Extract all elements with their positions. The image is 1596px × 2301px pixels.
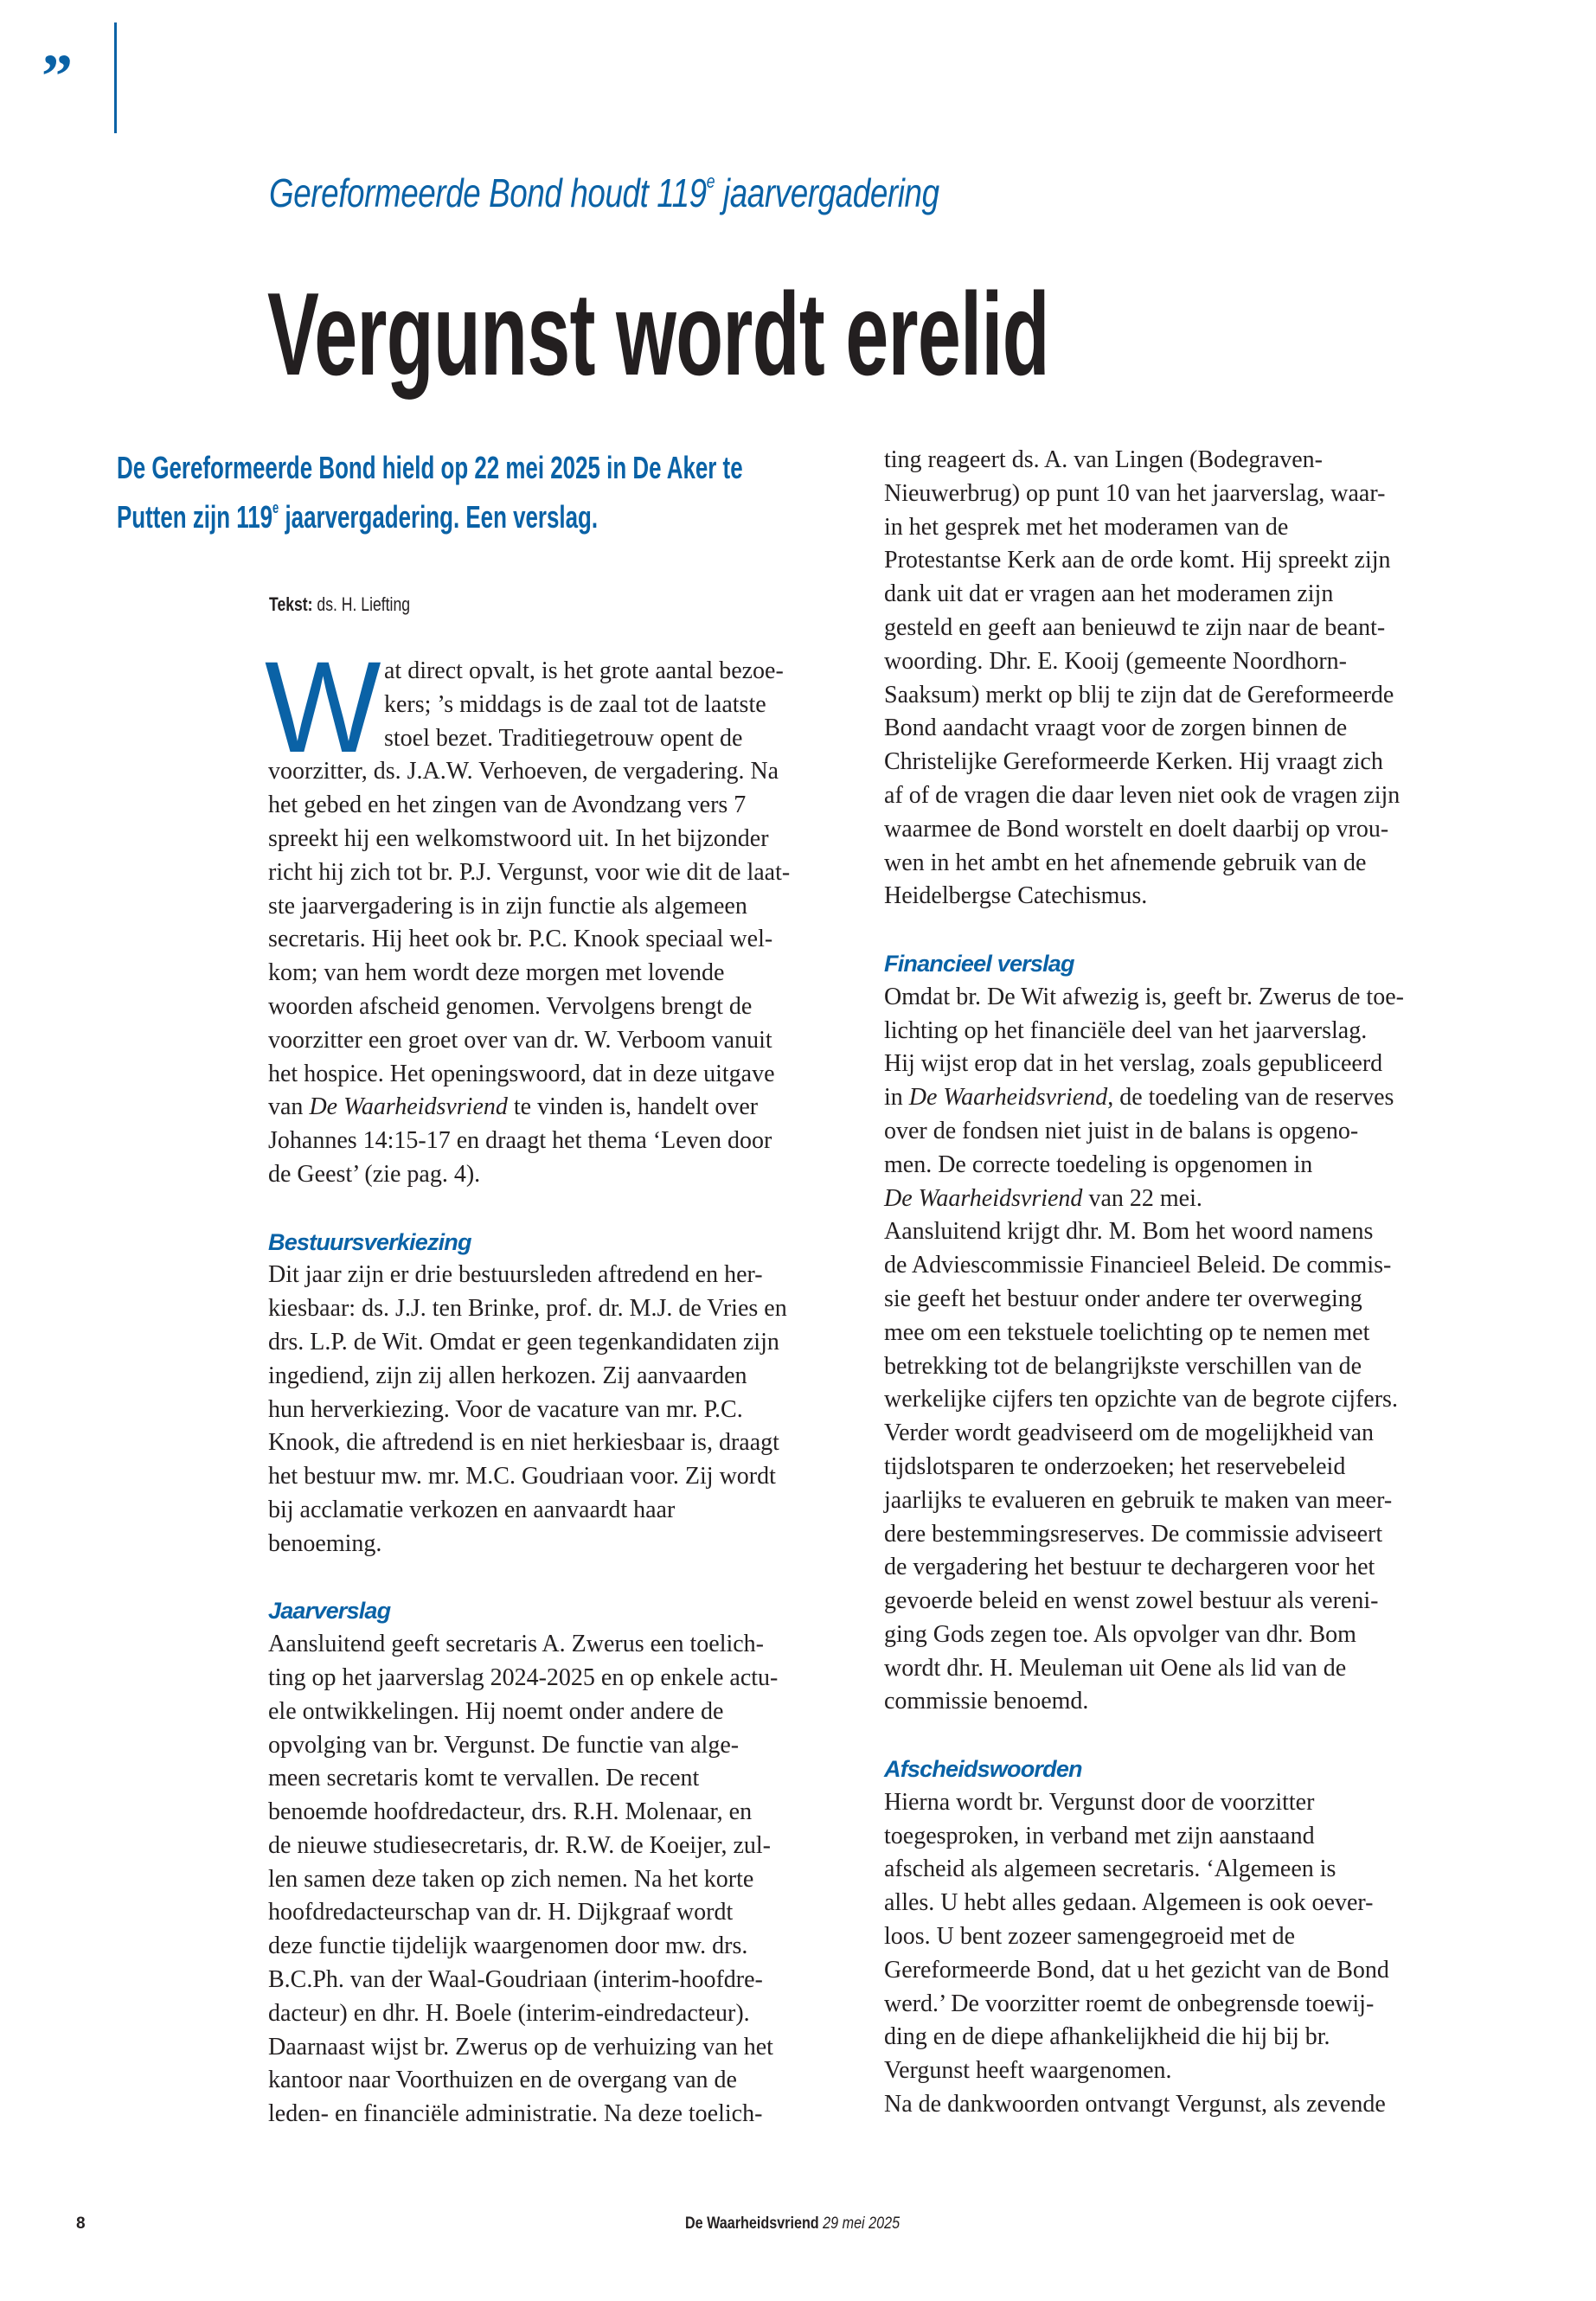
- text-line: ting op het jaarverslag 2024-2025 en op enkele actu-: [268, 1663, 779, 1691]
- text-line: [884, 1081, 1472, 1115]
- text-line: de Adviescommissie Financieel Beleid. De commis-: [884, 1252, 1392, 1279]
- kicker-text: Gereformeerde Bond houdt 119: [269, 170, 707, 215]
- text-line: stoel bezet. Traditiegetrouw opent de: [384, 724, 743, 752]
- text-segment: te vinden is, handelt over: [507, 1093, 759, 1121]
- lead-paragraph: [117, 443, 743, 542]
- text-line: afscheid als algemeen secretaris. ‘Algemeen is: [884, 1856, 1336, 1883]
- text-line: mee om een tekstuele toelichting op te nemen met: [884, 1318, 1370, 1346]
- text-line: gesteld en geeft aan benieuwd te zijn naar de beant-: [884, 613, 1386, 641]
- text-line: lichting op het financiële deel van het jaarverslag.: [884, 1016, 1368, 1044]
- footer-publication: [685, 2214, 900, 2234]
- text-line: wordt dhr. H. Meuleman uit Oene als lid van de: [884, 1654, 1347, 1682]
- text-line: ste jaarvergadering is in zijn functie als algemeen: [268, 892, 747, 920]
- text-line: ting reageert ds. A. van Lingen (Bodegraven-: [884, 446, 1323, 473]
- text-line: commissie benoemd.: [884, 1688, 1089, 1715]
- text-line: Nieuwerbrug) op punt 10 van het jaarverslag, waar-: [884, 479, 1386, 507]
- page-title: Vergunst wordt erelid: [267, 268, 1049, 400]
- text-line: Bond aandacht vraagt voor de zorgen binnen de: [884, 715, 1348, 742]
- text-line: meen secretaris komt te vervallen. De recent: [268, 1765, 700, 1792]
- text-line: ele ontwikkelingen. Hij noemt onder andere de: [268, 1697, 724, 1725]
- text-segment: van 22 mei.: [1082, 1184, 1202, 1212]
- text-line: dacteur) en dhr. H. Boele (interim-eindredacteur).: [268, 1999, 750, 2027]
- text-line: secretaris. Hij heet ook br. P.C. Knook speciaal wel-: [268, 926, 773, 953]
- text-line: benoemde hoofdredacteur, drs. R.H. Molenaar, en: [268, 1798, 753, 1826]
- text-line: Protestantse Kerk aan de orde komt. Hij spreekt zijn: [884, 547, 1391, 574]
- lead-superscript: e: [272, 499, 279, 516]
- text-line: de vergadering het bestuur te dechargeren voor het: [884, 1554, 1375, 1581]
- quote-mark-icon: ”: [42, 42, 73, 111]
- text-line: Johannes 14:15-17 en draagt het thema ‘Leven door: [268, 1127, 772, 1155]
- kicker-superscript: e: [706, 170, 715, 192]
- text-line: kom; van hem wordt deze morgen met lovende: [268, 959, 725, 987]
- text-line: wen in het ambt en het afnemende gebruik van de: [884, 849, 1367, 876]
- text-line: toegesproken, in verband met zijn aanstaand: [884, 1822, 1315, 1849]
- text-line: woording. Dhr. E. Kooij (gemeente Noordhorn-: [884, 647, 1347, 675]
- byline-author: ds. H. Liefting: [312, 593, 411, 615]
- text-line: bij acclamatie verkozen en aanvaardt haar: [268, 1496, 676, 1523]
- text-line: Knook, die aftredend is en niet herkiesbaar is, draagt: [268, 1429, 779, 1457]
- text-line: sie geeft het bestuur onder andere ter overweging: [884, 1285, 1362, 1312]
- text-line: Dit jaar zijn er drie bestuursleden aftredend en her-: [268, 1261, 763, 1289]
- text-line: kiesbaar: ds. J.J. ten Brinke, prof. dr. M.J. de Vries en: [268, 1295, 787, 1323]
- kicker-subtitle: [269, 170, 939, 216]
- publication-title-italic: De Waarheidsvriend: [908, 1084, 1108, 1112]
- publication-title-italic: De Waarheidsvriend: [309, 1093, 508, 1121]
- publication-name: De Waarheidsvriend: [685, 2214, 819, 2233]
- text-line: het hospice. Het openingswoord, dat in deze uitgave: [268, 1060, 775, 1087]
- publication-title-italic: De Waarheidsvriend: [884, 1184, 1083, 1212]
- article-paragraph: [884, 1786, 1472, 2122]
- text-line: Hij wijst erop dat in het verslag, zoals gepubliceerd: [884, 1050, 1383, 1078]
- text-line: het gebed en het zingen van de Avondzang vers 7: [268, 792, 747, 819]
- text-line: gevoerde beleid en wenst zowel bestuur als vereni-: [884, 1587, 1379, 1615]
- text-line: ding en de diepe afhankelijkheid die hij bij br.: [884, 2023, 1330, 2051]
- text-line: drs. L.P. de Wit. Omdat er geen tegenkandidaten zijn: [268, 1328, 779, 1356]
- article-column-left: [265, 634, 856, 2131]
- article-paragraph: [884, 981, 1472, 1720]
- text-line: Verder wordt geadviseerd om de mogelijkheid van: [884, 1420, 1375, 1447]
- text-line: loos. U bent zozeer samengegroeid met de: [884, 1923, 1296, 1951]
- text-line: deze functie tijdelijk waargenomen door mw. drs.: [268, 1932, 748, 1960]
- byline: [269, 593, 410, 616]
- text-line: dere bestemmingsreserves. De commissie adviseert: [884, 1520, 1383, 1548]
- text-line: werd.’ De voorzitter roemt de onbegrensde toewij-: [884, 1990, 1375, 2017]
- section-heading: Financieel verslag: [884, 950, 1074, 977]
- lead-line-1: De Gereformeerde Bond hield op 22 mei 2025 in De Aker te: [117, 450, 743, 485]
- drop-cap-letter: W: [265, 634, 381, 779]
- text-line: over de fondsen niet juist in de balans is opgeno-: [884, 1117, 1359, 1144]
- text-line: opvolging van br. Vergunst. De functie van alge-: [268, 1731, 740, 1759]
- publication-date: 29 mei 2025: [818, 2214, 901, 2233]
- text-line: betrekking tot de belangrijkste verschillen van de: [884, 1352, 1362, 1380]
- byline-label: Tekst:: [269, 593, 313, 615]
- text-line: de Geest’ (zie pag. 4).: [268, 1160, 481, 1188]
- article-paragraph: [268, 1628, 856, 2131]
- text-line: voorzitter een groet over van dr. W. Verboom vanuit: [268, 1026, 772, 1054]
- lead-line-2: [117, 499, 598, 535]
- text-line: tijdslotsparen te onderzoeken; het reservebeleid: [884, 1452, 1346, 1480]
- paragraph-spacer: [884, 913, 1472, 947]
- text-line: Gereformeerde Bond, dat u het gezicht van de Bond: [884, 1956, 1389, 1984]
- text-line: Hierna wordt br. Vergunst door de voorzitter: [884, 1788, 1315, 1816]
- text-line: Aansluitend krijgt dhr. M. Bom het woord namens: [884, 1218, 1374, 1246]
- text-line: len samen deze taken op zich nemen. Na het korte: [268, 1865, 754, 1893]
- text-line: Aansluitend geeft secretaris A. Zwerus een toelich-: [268, 1631, 765, 1658]
- text-line: voorzitter, ds. J.A.W. Verhoeven, de vergadering. Na: [268, 758, 779, 785]
- text-segment: , de toedeling van de reserves: [1107, 1084, 1394, 1112]
- paragraph-spacer: [884, 1719, 1472, 1753]
- text-line: dank uit dat er vragen aan het moderamen zijn: [884, 580, 1334, 608]
- page-number: 8: [76, 2214, 86, 2233]
- text-line: ging Gods zegen toe. Als opvolger van dhr. Bom: [884, 1620, 1356, 1648]
- section-heading: Bestuursverkiezing: [268, 1228, 471, 1255]
- text-line: men. De correcte toedeling is opgenomen in: [884, 1150, 1313, 1178]
- text-segment: van: [268, 1093, 310, 1121]
- text-line: alles. U hebt alles gedaan. Algemeen is ook oever-: [884, 1889, 1374, 1917]
- text-line: Vergunst heeft waargenomen.: [884, 2057, 1172, 2085]
- text-line: [268, 1091, 856, 1125]
- section-heading: Jaarverslag: [268, 1598, 391, 1625]
- text-line: kers; ’s middags is de zaal tot de laatste: [384, 690, 766, 718]
- text-line: de nieuwe studiesecretaris, dr. R.W. de Koeijer, zul-: [268, 1831, 771, 1859]
- section-divider-line: [114, 22, 117, 133]
- text-line: Christelijke Gereformeerde Kerken. Hij vraagt zich: [884, 748, 1383, 776]
- paragraph-spacer: [268, 1192, 856, 1226]
- text-line: leden- en financiële administratie. Na deze toelich-: [268, 2100, 763, 2128]
- text-segment: in: [884, 1084, 909, 1112]
- text-line: benoeming.: [268, 1529, 382, 1557]
- text-line: Daarnaast wijst br. Zwerus op de verhuizing van het: [268, 2033, 773, 2061]
- text-line: [884, 1183, 1472, 1216]
- text-line: werkelijke cijfers ten opzichte van de begrote cijfers.: [884, 1386, 1398, 1413]
- article-paragraph: [268, 1259, 856, 1561]
- lead-text: Putten zijn 119: [117, 499, 273, 535]
- text-line: Saaksum) merkt op blij te zijn dat de Gereformeerde: [884, 681, 1394, 708]
- text-line: richt hij zich tot br. P.J. Vergunst, voor wie dit de laat-: [268, 858, 791, 886]
- section-heading: Afscheidswoorden: [884, 1756, 1082, 1783]
- kicker-text-end: jaarvergadering: [715, 170, 939, 215]
- text-line: kantoor naar Voorthuizen en de overgang van de: [268, 2067, 737, 2094]
- text-line: af of de vragen die daar leven niet ook de vragen zijn: [884, 781, 1401, 809]
- text-line: Heidelbergse Catechismus.: [884, 882, 1148, 910]
- text-line: waarmee de Bond worstelt en doelt daarbij op vrou-: [884, 815, 1389, 843]
- text-line: Omdat br. De Wit afwezig is, geeft br. Zwerus de toe-: [884, 983, 1404, 1010]
- article-column-right: [884, 444, 1472, 2122]
- text-line: ingediend, zijn zij allen herkozen. Zij aanvaarden: [268, 1362, 747, 1389]
- article-paragraph: [884, 444, 1472, 913]
- text-line: B.C.Ph. van der Waal-Goudriaan (interim-hoofdre-: [268, 1966, 763, 1994]
- text-line: at direct opvalt, is het grote aantal bezoe-: [384, 657, 784, 684]
- text-line: in het gesprek met het moderamen van de: [884, 513, 1289, 541]
- text-line: woorden afscheid genomen. Vervolgens brengt de: [268, 992, 753, 1020]
- paragraph-spacer: [268, 1561, 856, 1595]
- text-line: jaarlijks te evalueren en gebruik te maken van meer-: [884, 1486, 1393, 1514]
- article-paragraph: [265, 634, 856, 1192]
- text-line: hoofdredacteurschap van dr. H. Dijkgraaf wordt: [268, 1899, 734, 1926]
- text-line: Na de dankwoorden ontvangt Vergunst, als zevende: [884, 2091, 1386, 2118]
- lead-text-end: jaarvergadering. Een verslag.: [279, 499, 599, 535]
- text-line: spreekt hij een welkomstwoord uit. In het bijzonder: [268, 824, 769, 852]
- text-line: het bestuur mw. mr. M.C. Goudriaan voor. Zij wordt: [268, 1463, 776, 1490]
- text-line: hun herverkiezing. Voor de vacature van mr. P.C.: [268, 1395, 743, 1423]
